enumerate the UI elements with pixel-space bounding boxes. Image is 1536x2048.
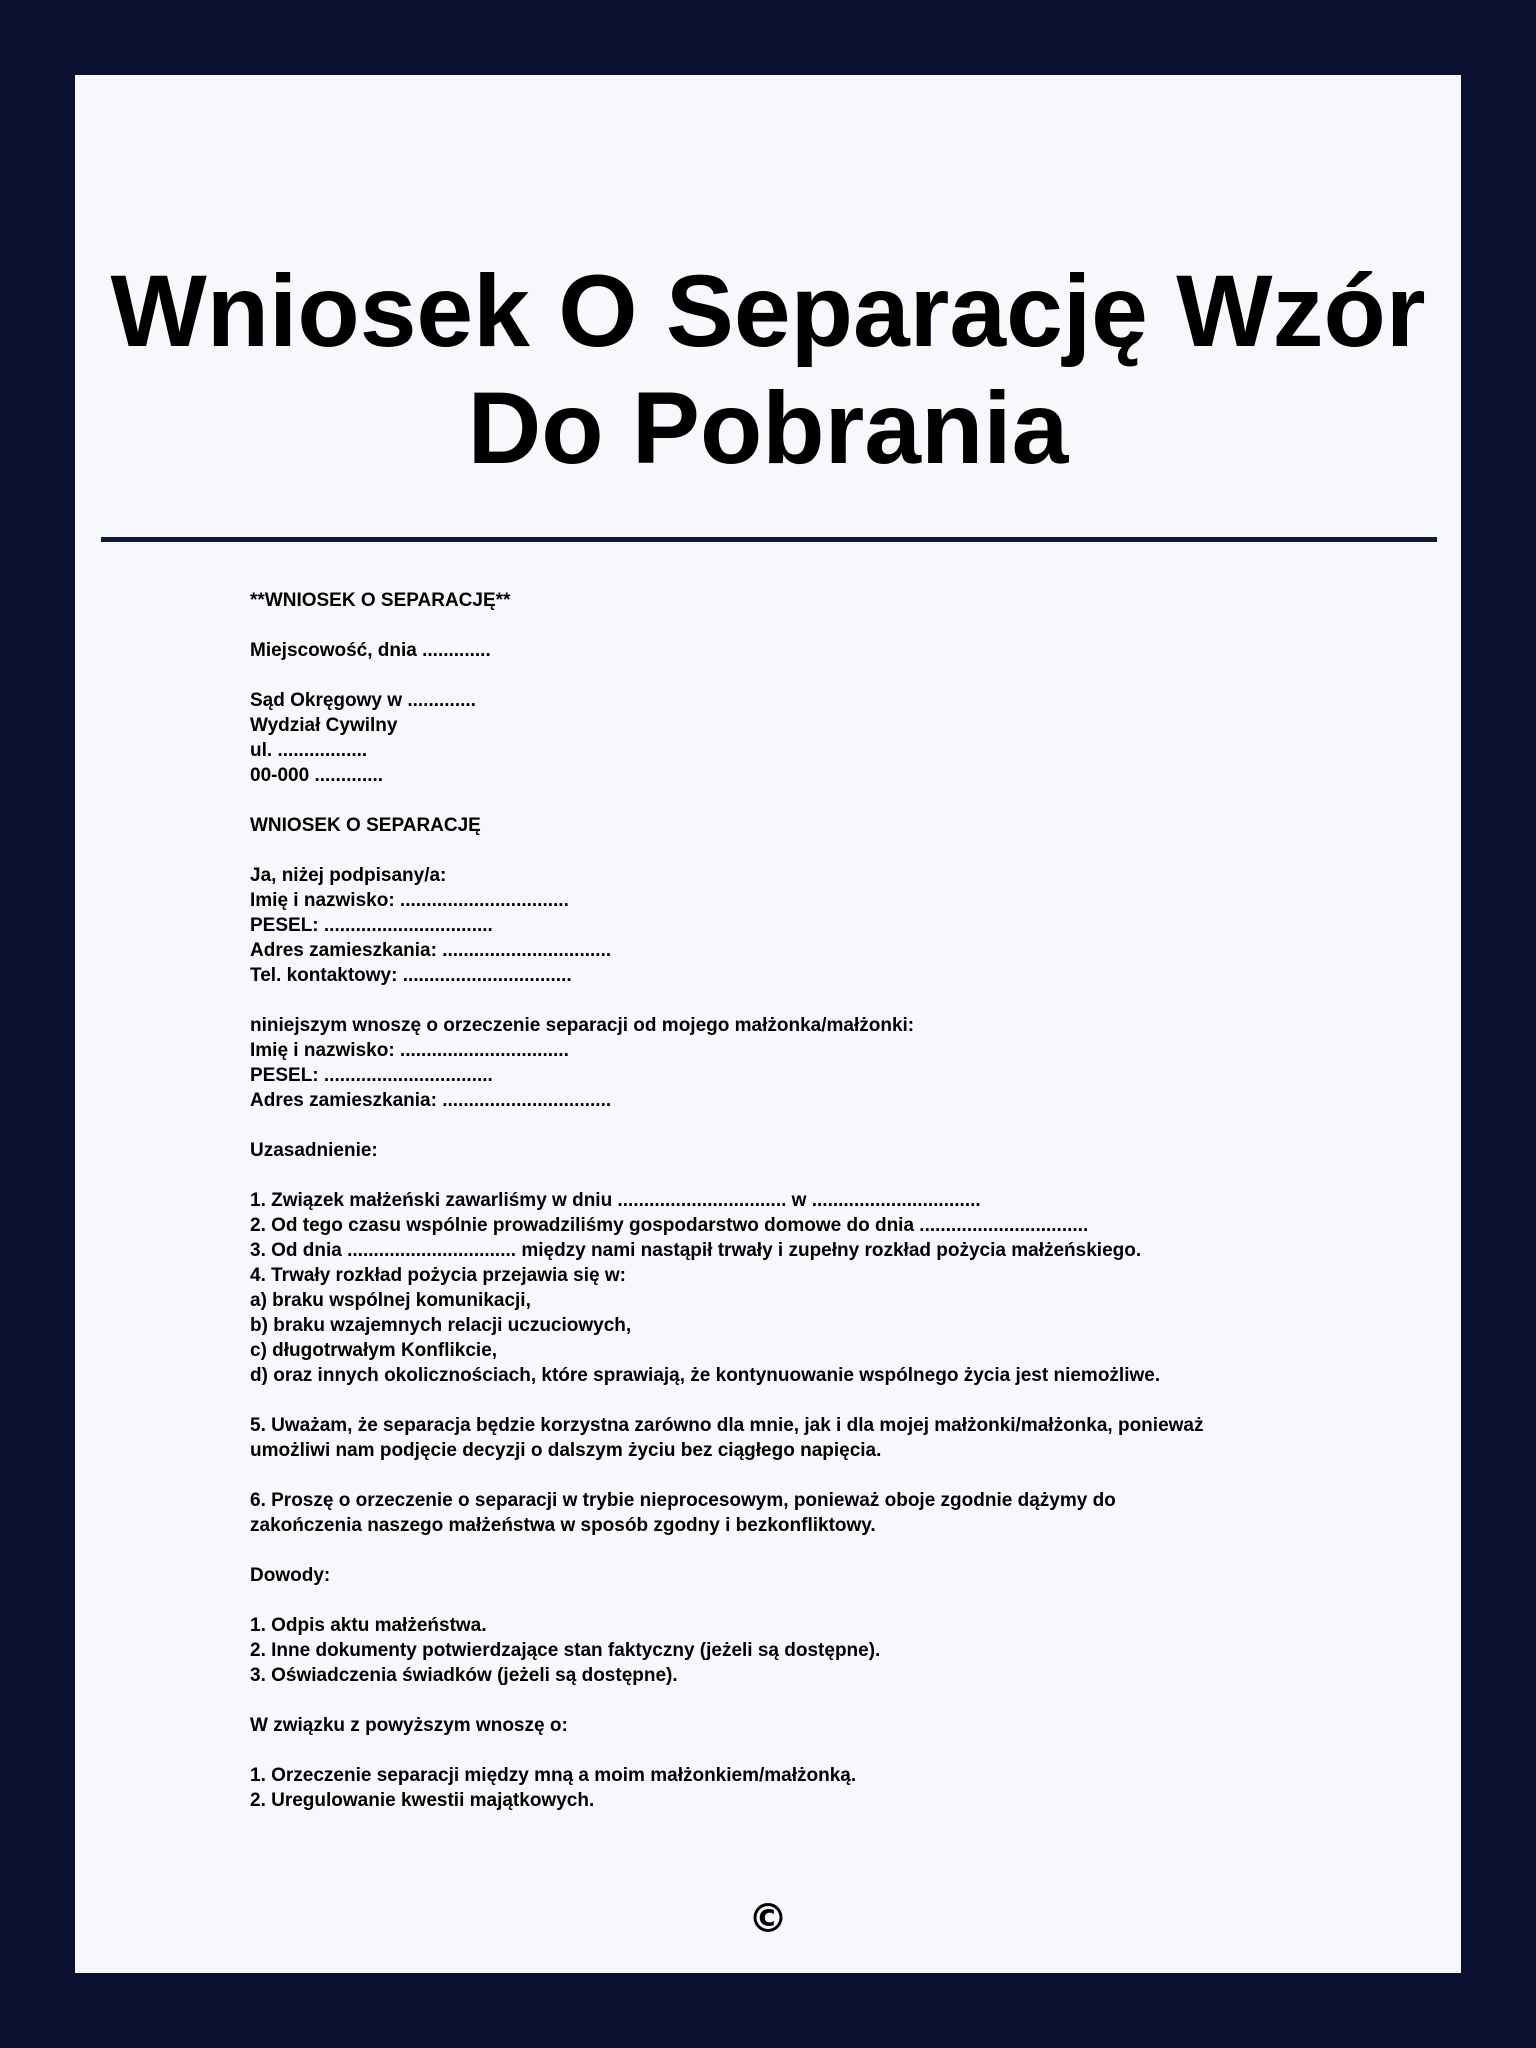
- document-line: umożliwi nam podjęcie decyzji o dalszym życiu bez ciągłego napięcia.: [250, 1440, 882, 1461]
- document-line: WNIOSEK O SEPARACJĘ: [250, 815, 481, 836]
- document-line: [250, 1738, 1350, 1763]
- document-line: Wydział Cywilny: [250, 715, 398, 736]
- document-line: Miejscowość, dnia .............: [250, 640, 491, 661]
- document-line: Imię i nazwisko: ................................: [250, 1040, 569, 1061]
- document-line: [250, 1163, 1350, 1188]
- document-line: 2. Inne dokumenty potwierdzające stan faktyczny (jeżeli są dostępne).: [250, 1640, 881, 1661]
- document-line: [250, 838, 1350, 863]
- document-line: 6. Proszę o orzeczenie o separacji w trybie nieprocesowym, ponieważ oboje zgodnie dążymy do: [250, 1490, 1116, 1511]
- document-line: ul. .................: [250, 740, 368, 761]
- document-title: [75, 253, 1461, 487]
- document-line: niniejszym wnoszę o orzeczenie separacji od mojego małżonka/małżonki:: [250, 1015, 915, 1036]
- document-line: [250, 1463, 1350, 1488]
- document-line: PESEL: ................................: [250, 915, 493, 936]
- document-line: W związku z powyższym wnoszę o:: [250, 1715, 568, 1736]
- document-line: 1. Orzeczenie separacji między mną a moim małżonkiem/małżonką.: [250, 1765, 857, 1786]
- document-title-line-1: Wniosek O Separację Wzór: [110, 254, 1426, 368]
- document-line: [250, 788, 1350, 813]
- document-line: 2. Uregulowanie kwestii majątkowych.: [250, 1790, 595, 1811]
- document-line: Dowody:: [250, 1565, 331, 1586]
- document-line: c) długotrwałym Konflikcie,: [250, 1340, 498, 1361]
- document-line: [250, 663, 1350, 688]
- document-page: [75, 75, 1461, 1973]
- document-line: Uzasadnienie:: [250, 1140, 378, 1161]
- document-line: [250, 1538, 1350, 1563]
- document-line: Ja, niżej podpisany/a:: [250, 865, 447, 886]
- document-line: 00-000 .............: [250, 765, 384, 786]
- document-line: PESEL: ................................: [250, 1065, 493, 1086]
- document-line: Imię i nazwisko: ................................: [250, 890, 569, 911]
- copyright-icon: ©: [748, 1896, 788, 1942]
- document-line: zakończenia naszego małżeństwa w sposób zgodny i bezkonfliktowy.: [250, 1515, 876, 1536]
- document-line: Tel. kontaktowy: ................................: [250, 965, 572, 986]
- document-line: 1. Odpis aktu małżeństwa.: [250, 1615, 487, 1636]
- document-line: Adres zamieszkania: ................................: [250, 1090, 612, 1111]
- document-line: [250, 988, 1350, 1013]
- document-line: b) braku wzajemnych relacji uczuciowych,: [250, 1315, 632, 1336]
- document-line: 2. Od tego czasu wspólnie prowadziliśmy gospodarstwo domowe do dnia ................................: [250, 1215, 1089, 1236]
- document-body: [250, 588, 1350, 1813]
- document-line: 3. Oświadczenia świadków (jeżeli są dostępne).: [250, 1665, 678, 1686]
- document-line: Adres zamieszkania: ................................: [250, 940, 612, 961]
- document-line: 5. Uważam, że separacja będzie korzystna zarówno dla mnie, jak i dla mojej małżonki/małżonka, ponieważ: [250, 1415, 1204, 1436]
- document-line: a) braku wspólnej komunikacji,: [250, 1290, 531, 1311]
- title-divider: [101, 537, 1437, 542]
- document-line: [250, 1688, 1350, 1713]
- document-line: **WNIOSEK O SEPARACJĘ**: [250, 590, 511, 611]
- document-line: Sąd Okręgowy w .............: [250, 690, 476, 711]
- document-line: d) oraz innych okolicznościach, które sprawiają, że kontynuowanie wspólnego życia jest niemożliwe.: [250, 1365, 1161, 1386]
- document-title-line-2: Do Pobrania: [467, 371, 1069, 485]
- document-line: [250, 1113, 1350, 1138]
- document-line: 4. Trwały rozkład pożycia przejawia się w:: [250, 1265, 626, 1286]
- document-line: [250, 1588, 1350, 1613]
- document-line: [250, 613, 1350, 638]
- document-line: [250, 1388, 1350, 1413]
- document-line: 3. Od dnia ................................ między nami nastąpił trwały i zupełny rozkład pożycia małżeńskiego.: [250, 1240, 1142, 1261]
- document-line: 1. Związek małżeński zawarliśmy w dniu ................................ w ................................: [250, 1190, 981, 1211]
